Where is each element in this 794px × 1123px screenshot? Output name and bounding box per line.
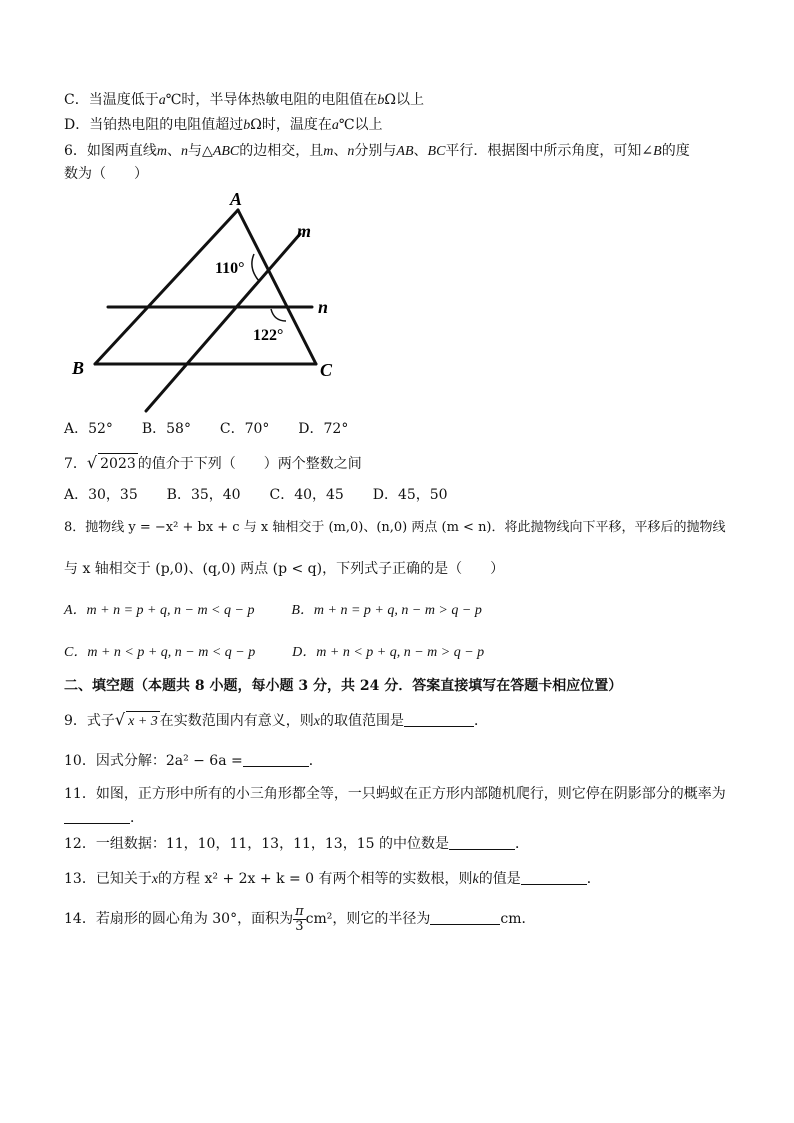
- option-c-line: C．当温度低于a℃时，半导体热敏电阻的电阻值在bΩ以上: [64, 92, 424, 108]
- angle-label-110: 110°: [215, 260, 245, 277]
- question-7-options: A．30，35 B．35，40 C．40，45 D．45，50: [64, 487, 448, 503]
- question-8-options-cd: C．m + n < p + q, n − m < q − p D．m + n < p + q, n − m > q − p: [64, 645, 485, 660]
- question-6-text: 6．如图两直线m、n与△ABC的边相交，且m、n分别与AB、BC平行．根据图中所示角度，可知∠B的度: [64, 143, 690, 159]
- answer-blank-10[interactable]: [243, 752, 309, 767]
- question-11-text: 11．如图，正方形中所有的小三角形都全等，一只蚂蚁在正方形内部随机爬行，则它停在阴影部分的概率为: [64, 786, 726, 802]
- question-6-text-line2: 数为（ ）: [64, 166, 148, 182]
- label-m: m: [297, 221, 312, 241]
- answer-blank-11[interactable]: [64, 809, 130, 824]
- question-7-text: 7．√ 2023 的值介于下列（ ）两个整数之间: [64, 453, 362, 472]
- question-14-text: 14．若扇形的圆心角为 30°，面积为 $\frac{\pi}{3}$ cm²，则它的半径为 cm．: [64, 903, 536, 934]
- question-12-text: 12．一组数据：11，10，11，13，11，13，15 的中位数是 ．: [64, 836, 529, 852]
- fraction-pi-over-3: $\frac{\pi}{3}$: [295, 903, 304, 934]
- answer-blank-9[interactable]: [404, 712, 474, 727]
- question-11-blank-line: ．: [64, 808, 144, 828]
- side-ab: [95, 210, 238, 364]
- answer-blank-12[interactable]: [449, 835, 515, 850]
- angle-arc-122: [271, 309, 286, 321]
- question-10-text: 10．因式分解：2a² − 6a = ．: [64, 753, 323, 769]
- angle-label-122: 122°: [253, 327, 284, 344]
- label-n: n: [318, 297, 329, 317]
- question-13-text: 13．已知关于x的方程 x² + 2x + k = 0 有两个相等的实数根，则k的值是 ．: [64, 871, 601, 887]
- question-8-line2: 与 x 轴相交于 (p,0)、(q,0) 两点 (p < q)，下列式子正确的是（ ）: [64, 561, 505, 577]
- answer-blank-13[interactable]: [521, 870, 587, 885]
- angle-arc-110: [252, 254, 259, 281]
- label-a: A: [230, 189, 243, 209]
- question-8-options-ab: A．m + n = p + q, n − m < q − p B．m + n = p + q, n − m > q − p: [64, 603, 482, 618]
- question-6-options: A．52° B．58° C．70° D．72°: [64, 421, 349, 437]
- label-b: B: [72, 358, 85, 378]
- question-8-line1: 8．抛物线 y = −x² + bx + c 与 x 轴相交于 (m,0)、(n,0) 两点 (m < n)．将此抛物线向下平移，平移后的抛物线: [64, 520, 726, 535]
- triangle-figure: [60, 188, 360, 420]
- label-c: C: [320, 360, 333, 380]
- option-d-line: D．当铂热电阻的电阻值超过bΩ时，温度在a℃以上: [64, 117, 383, 133]
- section-2-heading: 二、填空题（本题共 8 小题，每小题 3 分，共 24 分．答案直接填写在答题卡相应位置）: [64, 678, 623, 694]
- answer-blank-14[interactable]: [430, 910, 500, 925]
- question-9-text: 9．式子√ x + 3 在实数范围内有意义，则x的取值范围是 ．: [64, 710, 488, 732]
